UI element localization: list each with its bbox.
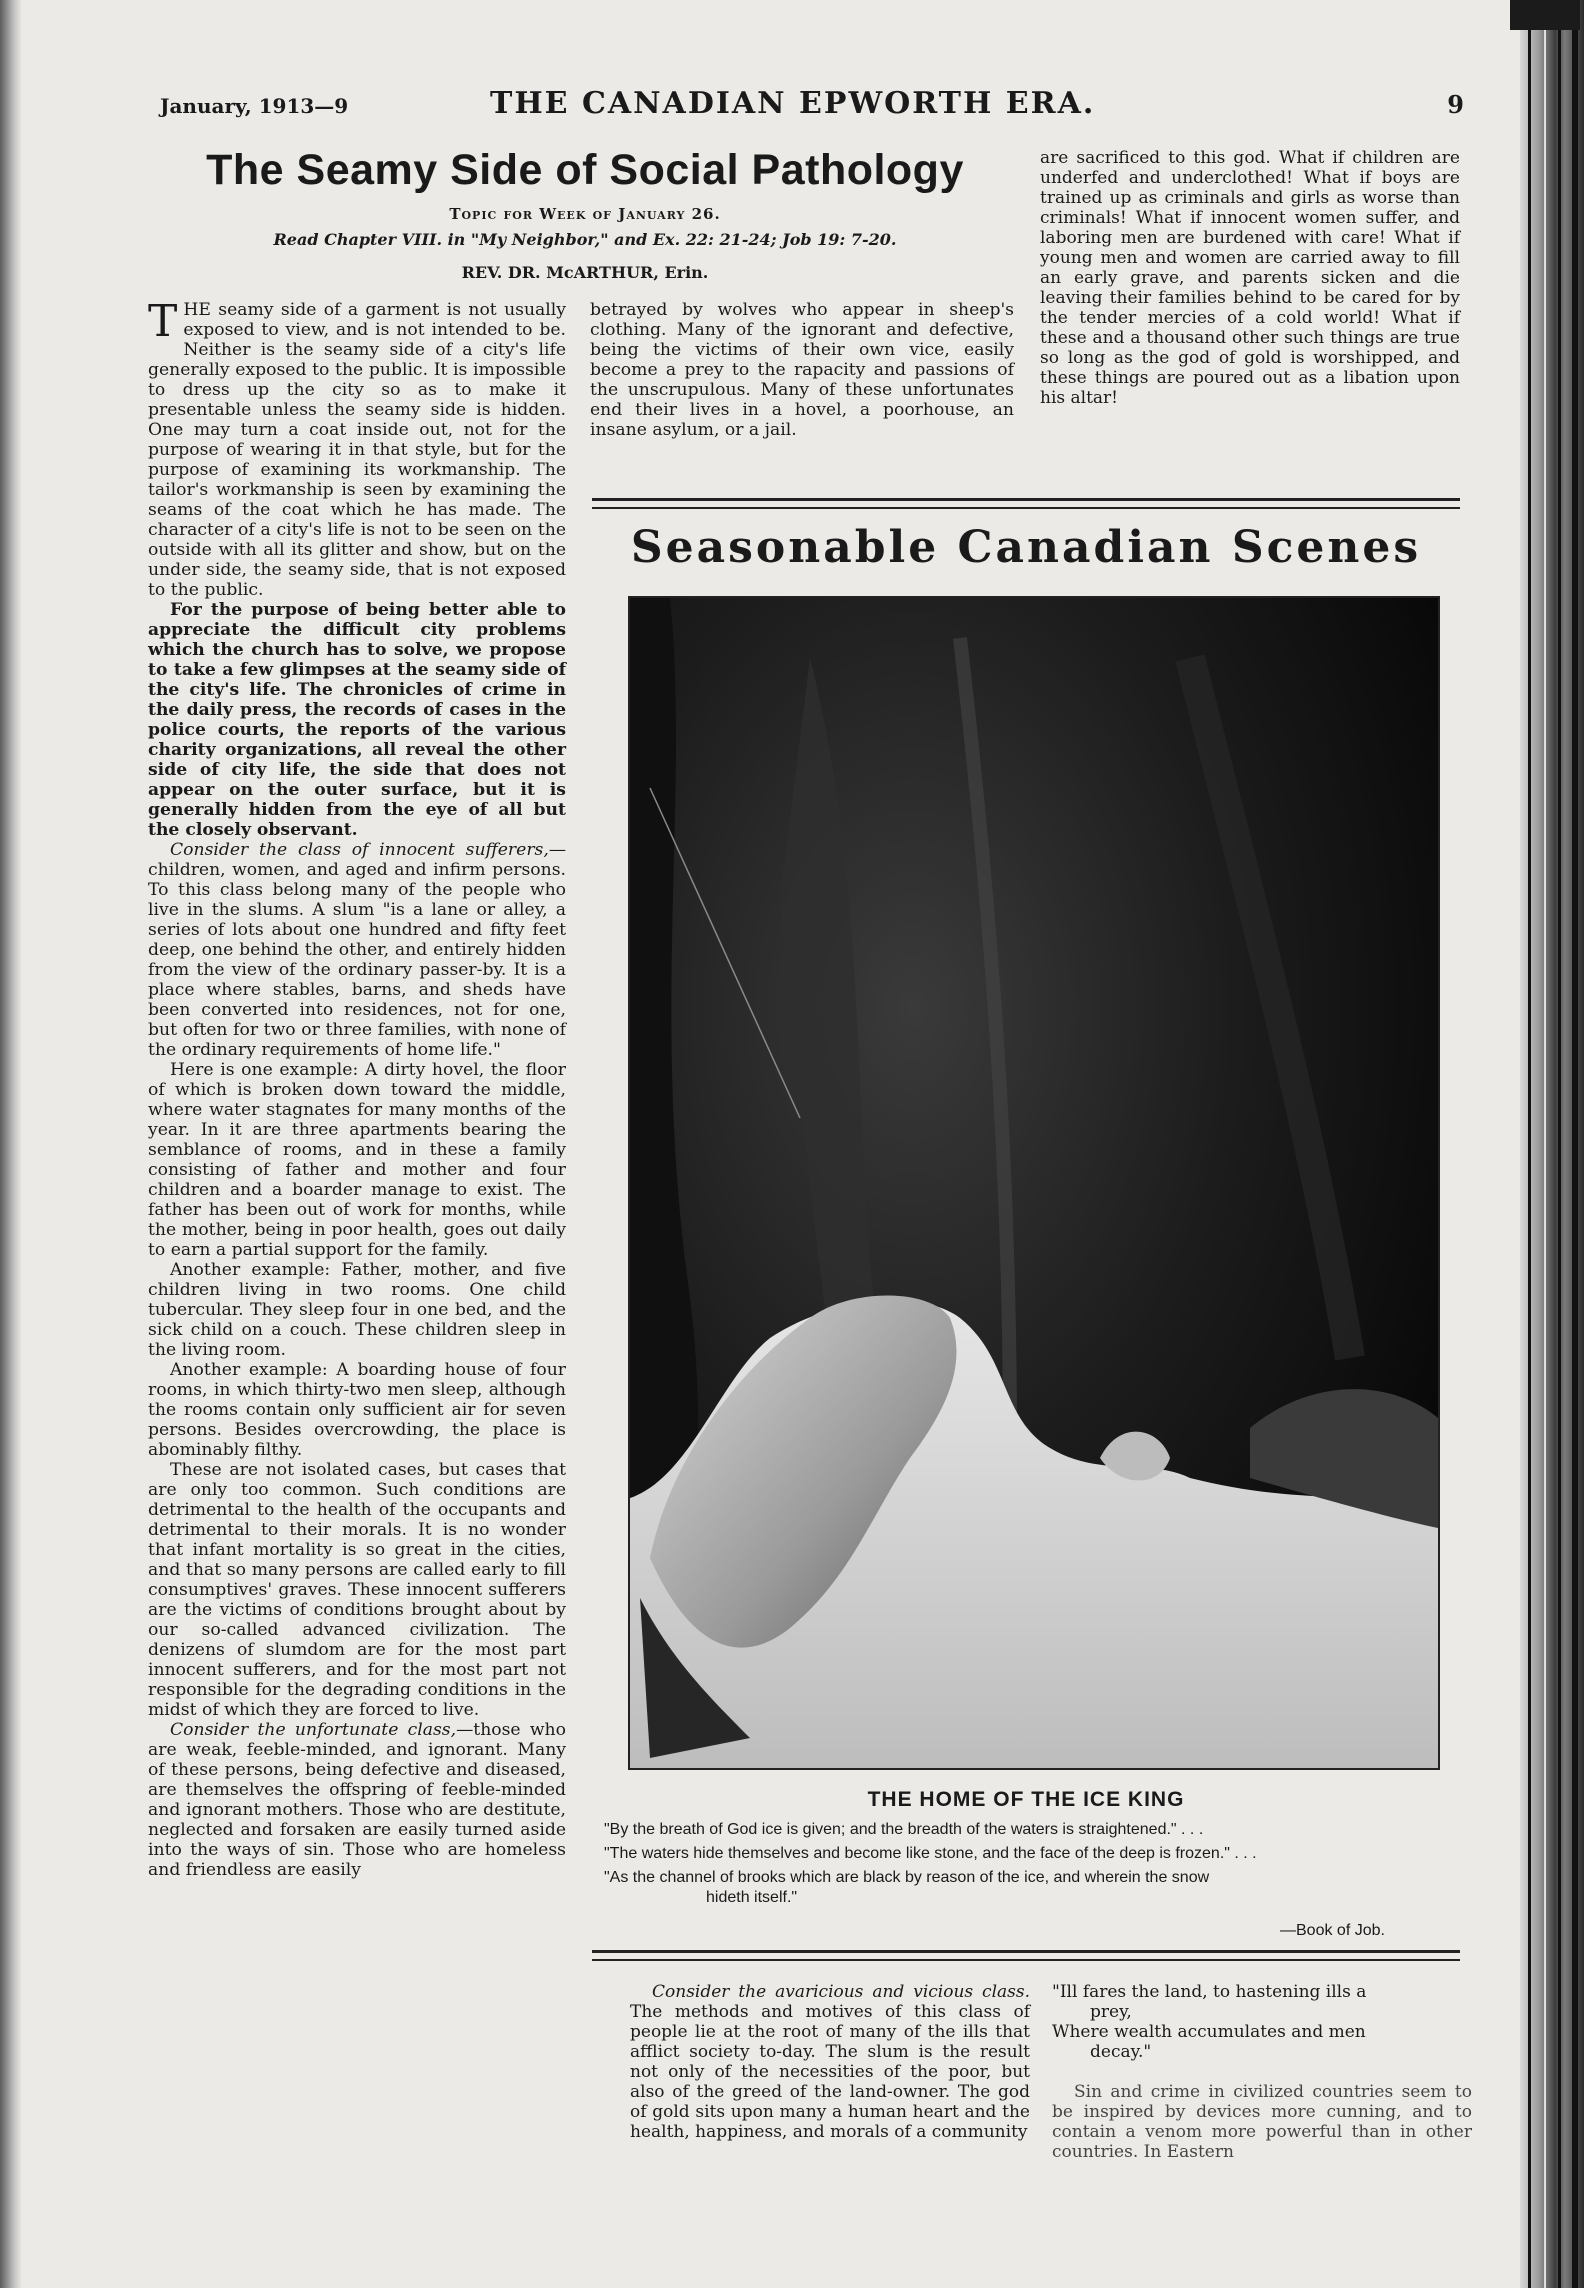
article-column-5	[1052, 1982, 1472, 2162]
paragraph: Consider the class of innocent sufferers,—children, women, and aged and infirm persons. To this class belong many of the people who live in the slums. A slum "is a lane or alley, a series of lots about one hundred and fifty feet deep, one behind the other, and entirely hidden from the view of the ordinary passer-by. It is a place where stables, barns, and sheds have been converted into residences, not for one, but often for two or three families, with none of the ordinary requirements of home life."	[148, 840, 566, 1060]
article-column-4	[630, 1982, 1030, 2142]
scripture-quote: "The waters hide themselves and become like stone, and the face of the deep is frozen." . . .	[604, 1845, 1257, 1862]
page-left-edge	[0, 0, 22, 2288]
scripture-quote: hideth itself."	[706, 1889, 798, 1906]
article-column-3	[1040, 148, 1460, 408]
paragraph: betrayed by wolves who appear in sheep's clothing. Many of the ignorant and defective, being the victims of their own vice, easily become a prey to the rapacity and passions of the unscrupulous. Many of these unfortunates end their lives in a hovel, a poorhouse, an insane asylum, or a jail.	[590, 300, 1014, 440]
paragraph: Here is one example: A dirty hovel, the floor of which is broken down toward the middle, where water stagnates for many months of the year. In it are three apartments bearing the semblance of rooms, and in these a family consisting of father and mother and four children and a boarder manage to exist. The father has been out of work for months, while the mother, being in poor health, goes out daily to earn a partial support for the family.	[148, 1060, 566, 1260]
section-bottom-rule	[592, 1950, 1460, 1961]
page-number: 9	[1447, 90, 1464, 119]
header-date: January, 1913—9	[160, 94, 349, 118]
ice-king-photo	[628, 596, 1440, 1770]
ice-cave-illustration	[630, 598, 1438, 1768]
running-header	[150, 86, 1464, 126]
drop-cap: T	[148, 296, 178, 347]
article-reading: Read Chapter VIII. in "My Neighbor," and Ex. 22: 21-24; Job 19: 7-20.	[273, 230, 897, 249]
top-corner-shadow	[1510, 0, 1580, 30]
paragraph: Sin and crime in civilized countries seem to be inspired by devices more cunning, and to contain a venom more powerful than in other countries. In Eastern	[1052, 2082, 1472, 2162]
article-title: The Seamy Side of Social Pathology	[206, 146, 964, 194]
quote-source: —Book of Job.	[1280, 1922, 1385, 1939]
article-column-1	[148, 296, 566, 1880]
article-column-2	[590, 300, 1014, 440]
paragraph: These are not isolated cases, but cases that are only too common. Such conditions are detrimental to the health of the occupants and detrimental to their morals. It is no wonder that infant mortality is so great in the cities, and that so many persons are called early to fill consumptives' graves. These innocent sufferers are the victims of conditions brought about by our so-called advanced civilization. The denizens of slumdom are for the most part innocent sufferers, and for the most part not responsible for the degrading conditions in the midst of which they are forced to live.	[148, 1460, 566, 1720]
magazine-title: THE CANADIAN EPWORTH ERA.	[490, 86, 1096, 121]
paragraph: Consider the unfortunate class,—those who are weak, feeble-minded, and ignorant. Many of these persons, being defective and diseased, are themselves the offspring of feeble-minded and ignorant mothers. Those who are destitute, neglected and forsaken are easily turned aside into the ways of sin. Those who are homeless and friendless are easily	[148, 1720, 566, 1880]
paragraph: are sacrificed to this god. What if children are underfed and underclothed! What if boys are trained up as criminals and girls as worse than criminals! What if innocent women suffer, and laboring men are burdened with care! What if young men and women are carried away to fill an early grave, and parents sicken and die leaving their families behind to be cared for by the tender mercies of a cold world! What if these and a thousand other such things are true so long as the god of gold is worshipped, and these things are poured out as a libation upon his altar!	[1040, 148, 1460, 408]
page-binding	[1520, 0, 1584, 2288]
section-title: Seasonable Canadian Scenes	[630, 522, 1422, 573]
paragraph: For the purpose of being better able to appreciate the difficult city problems which the church has to solve, we propose to take a few glimpses at the seamy side of the city's life. The chronicles of crime in the daily press, the records of cases in the police courts, the reports of the various charity organizations, all reveal the other side of city life, the side that does not appear on the outer surface, but it is generally hidden from the eye of all but the closely observant.	[148, 600, 566, 840]
paragraph: Another example: A boarding house of four rooms, in which thirty-two men sleep, although the rooms contain only sufficient air for seven persons. Besides overcrowding, the place is abominably filthy.	[148, 1360, 566, 1460]
paragraph: Another example: Father, mother, and five children living in two rooms. One child tubercular. They sleep four in one bed, and the sick child on a couch. These children sleep in the living room.	[148, 1260, 566, 1360]
paragraph: Consider the avaricious and vicious class. The methods and motives of this class of people lie at the root of many of the ills that afflict society to-day. The slum is the result not only of the necessities of the poor, but also of the greed of the land-owner. The god of gold sits upon many a human heart and the health, happiness, and morals of a community	[630, 1982, 1030, 2142]
scripture-quote: "As the channel of brooks which are black by reason of the ice, and wherein the snow	[604, 1869, 1210, 1886]
scripture-quote: "By the breath of God ice is given; and the breadth of the waters is straightened." . . .	[604, 1821, 1204, 1838]
section-top-rule	[592, 498, 1460, 509]
photo-caption: THE HOME OF THE ICE KING	[867, 1788, 1185, 1811]
article-topic: Topic for Week of January 26.	[449, 205, 721, 223]
article-author: REV. DR. McARTHUR, Erin.	[461, 263, 709, 282]
paragraph: THE seamy side of a garment is not usually exposed to view, and is not intended to be. Neither is the seamy side of a city's life generally exposed to the public. It is impossible to dress up the city so as to make it presentable unless the seamy side is hidden. One may turn a coat inside out, not for the purpose of wearing it in that style, but for the purpose of examining its workmanship. The tailor's workmanship is seen by examining the seams of the coat which he has made. The character of a city's life is not to be seen on the outside with all its glitter and show, but on the under side, the seamy side, that is not exposed to the public.	[148, 296, 566, 600]
poem-quote: "Ill fares the land, to hastening ills a prey, Where wealth accumulates and men decay."	[1052, 1982, 1367, 2062]
